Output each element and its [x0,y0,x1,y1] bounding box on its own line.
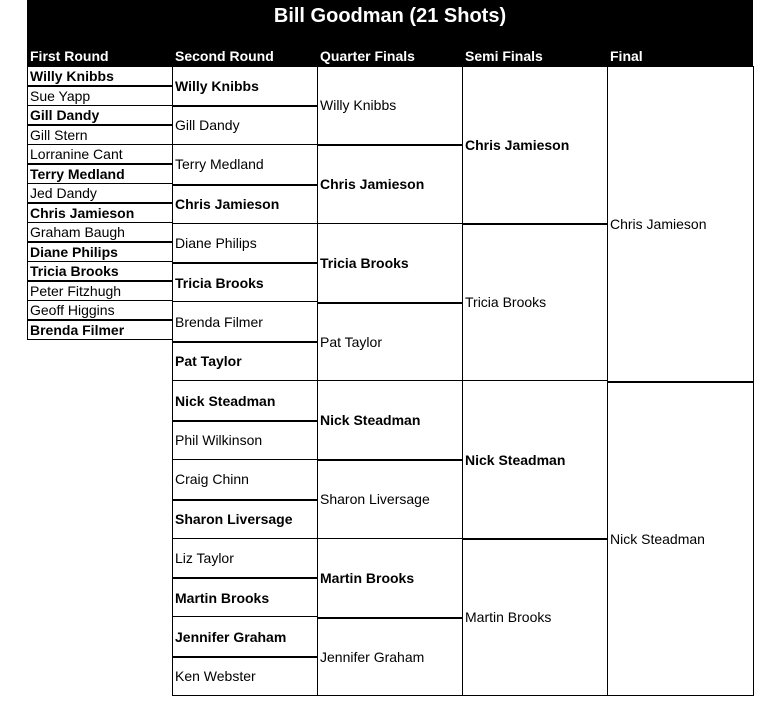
column-border [172,66,173,696]
first-round-row-divider [27,144,172,145]
second-round-row-divider [172,144,317,145]
final-player: Chris Jamieson [610,215,707,232]
quarter-final-player: Willy Knibbs [320,97,397,114]
first-round-row-divider [27,300,172,301]
semi-final-bottom-border [462,695,607,696]
second-round-row-divider [172,499,317,501]
second-round-row-divider [172,420,317,422]
first-round-player: Willy Knibbs [30,68,114,85]
first-round-player: Tricia Brooks [30,263,119,280]
semi-final-player: Nick Steadman [465,451,566,468]
second-round-player: Sharon Liversage [175,510,293,527]
second-round-player: Liz Taylor [175,550,234,567]
second-round-player: Chris Jamieson [175,195,280,212]
semi-final-player: Martin Brooks [465,609,552,626]
first-round-player: Sue Yapp [30,87,91,104]
second-round-player: Terry Medland [175,156,264,173]
column-border [462,66,463,696]
header-bottom-border [172,66,754,67]
quarter-final-row-divider [317,617,462,619]
second-round-row-divider [172,459,317,460]
second-round-row-divider [172,301,317,302]
first-round-player: Graham Baugh [30,224,125,241]
first-round-player: Peter Fitzhugh [30,282,122,299]
first-round-row-divider [27,105,172,106]
second-round-player: Tricia Brooks [175,274,264,291]
first-round-row-divider [27,183,172,184]
quarter-final-player: Chris Jamieson [320,176,425,193]
second-round-bottom-border [172,695,317,696]
second-round-player: Craig Chinn [175,471,249,488]
first-round-player: Lorranine Cant [30,146,123,163]
second-round-player: Willy Knibbs [175,77,259,94]
second-round-player: Jennifer Graham [175,628,287,645]
quarter-final-row-divider [317,459,462,461]
final-row-divider [607,381,753,383]
second-round-player: Brenda Filmer [175,313,263,330]
first-round-row-divider [27,241,172,243]
final-player: Nick Steadman [610,530,705,547]
semi-final-row-divider [462,380,607,381]
column-border [753,66,754,696]
second-round-row-divider [172,184,317,186]
bracket-title: Bill Goodman (21 Shots) [273,5,507,27]
first-round-row-divider [27,222,172,223]
column-border [317,66,318,696]
first-round-player: Terry Medland [30,165,125,182]
second-round-row-divider [172,577,317,579]
quarter-final-row-divider [317,223,462,224]
quarter-final-row-divider [317,302,462,304]
quarter-final-player: Martin Brooks [320,569,415,586]
second-round-player: Diane Philips [175,235,257,252]
second-round-row-divider [172,105,317,107]
round-header-second-round: Second Round [175,48,274,64]
semi-final-row-divider [462,538,607,540]
second-round-row-divider [172,341,317,343]
second-round-player: Pat Taylor [175,353,242,370]
second-round-player: Martin Brooks [175,589,270,606]
semi-final-row-divider [462,223,607,225]
first-round-row-divider [27,261,172,262]
first-round-player: Gill Dandy [30,107,100,124]
quarter-final-player: Pat Taylor [320,333,382,350]
first-round-row-divider [27,85,172,87]
quarter-final-row-divider [317,538,462,539]
first-round-row-divider [27,339,172,340]
first-round-player: Chris Jamieson [30,204,135,221]
quarter-final-player: Jennifer Graham [320,648,425,665]
quarter-final-player: Sharon Liversage [320,491,430,508]
second-round-player: Phil Wilkinson [175,432,263,449]
column-border [607,66,608,696]
first-round-player: Brenda Filmer [30,321,125,338]
first-round-row-divider [27,66,172,67]
first-round-row-divider [27,124,172,126]
first-round-player: Gill Stern [30,126,88,143]
round-header-first-round: First Round [30,48,109,64]
quarter-final-player: Tricia Brooks [320,254,409,271]
second-round-row-divider [172,262,317,264]
second-round-player: Gill Dandy [175,117,240,134]
second-round-row-divider [172,538,317,539]
round-header-semi-final: Semi Finals [465,48,543,64]
round-header-final: Final [610,48,643,64]
first-round-row-divider [27,202,172,204]
second-round-row-divider [172,656,317,658]
quarter-final-player: Nick Steadman [320,412,421,429]
second-round-row-divider [172,616,317,617]
round-header-quarter-final: Quarter Finals [320,48,415,64]
semi-final-player: Chris Jamieson [465,136,570,153]
first-round-row-divider [27,319,172,321]
second-round-player: Ken Webster [175,668,256,685]
second-round-player: Nick Steadman [175,392,276,409]
second-round-row-divider [172,380,317,381]
first-round-player: Diane Philips [30,243,118,260]
first-round-player: Jed Dandy [30,185,97,202]
second-round-row-divider [172,223,317,224]
quarter-final-row-divider [317,380,462,381]
first-round-player: Geoff Higgins [30,302,115,319]
final-bottom-border [607,695,753,696]
first-round-row-divider [27,163,172,165]
first-round-row-divider [27,280,172,282]
quarter-final-row-divider [317,144,462,146]
quarter-final-bottom-border [317,695,462,696]
semi-final-player: Tricia Brooks [465,294,547,311]
